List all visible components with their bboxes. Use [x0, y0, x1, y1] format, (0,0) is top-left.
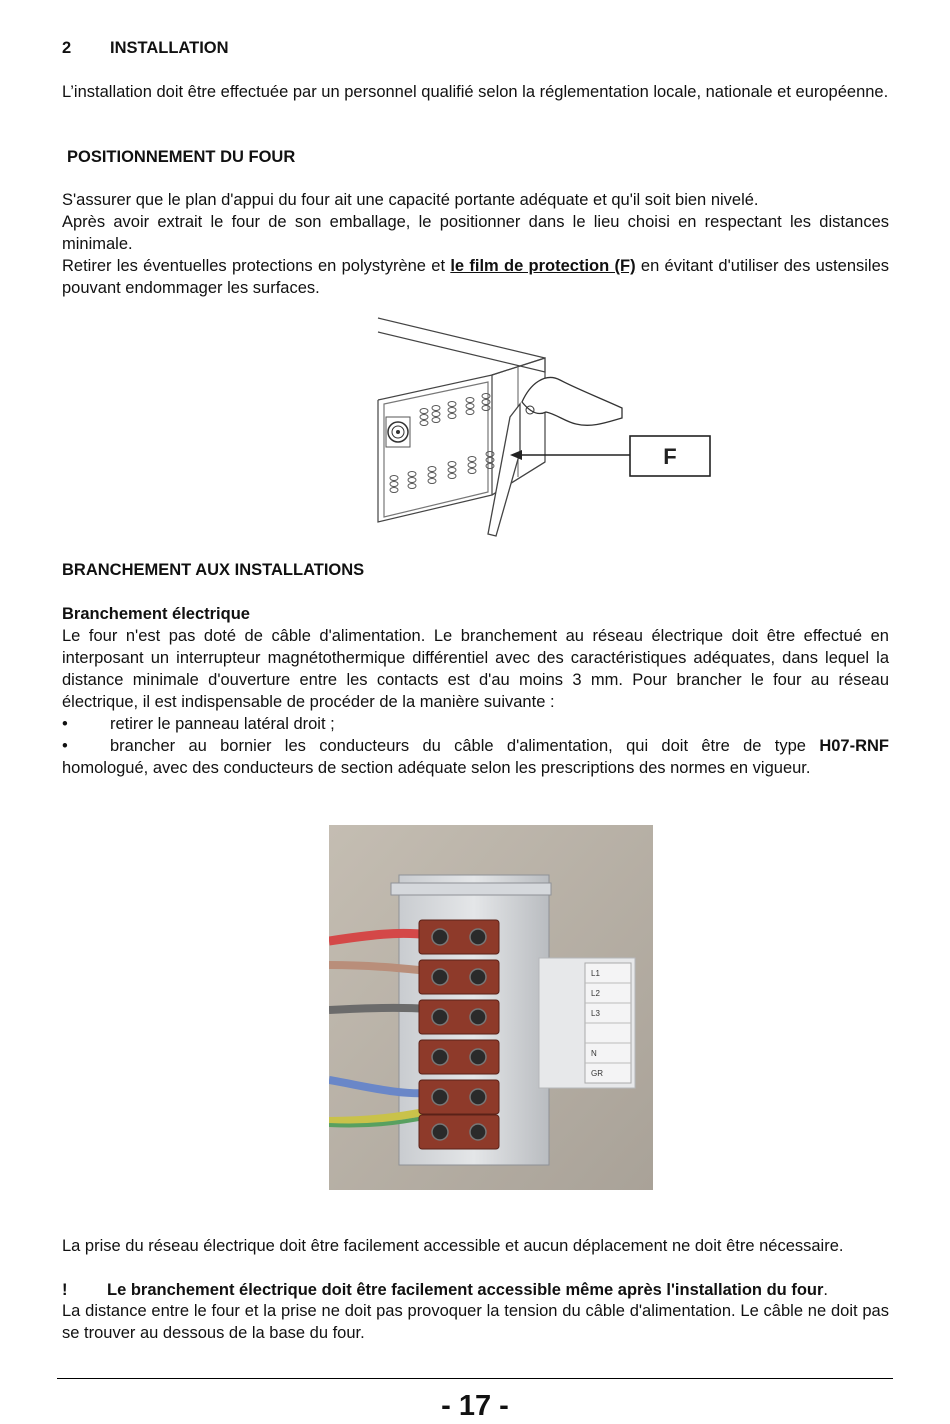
terminal-label-l2: L2	[591, 989, 600, 998]
positioning-text	[62, 189, 889, 299]
warning-end: .	[823, 1281, 828, 1299]
electrical-paragraph: Le four n'est pas doté de câble d'alimentation. Le branchement au réseau électrique doit être effectué en interposant un interrupteur magnétothermique différentiel avec des caractéristiques adéquates, dans lequel la distance minimale d'ouverture entre les contacts est d'au moins 3 mm. Pour brancher le four au réseau électrique, il est indispensable de procéder de la manière suivante :	[62, 627, 889, 711]
electrical-subheading: Branchement électrique	[62, 605, 250, 623]
cable-type: H07-RNF	[819, 737, 889, 755]
socket-note: La prise du réseau électrique doit être facilement accessible et aucun déplacement ne doit être nécessaire.	[62, 1237, 844, 1255]
positioning-p3	[62, 255, 889, 299]
protection-film-shape	[488, 404, 520, 536]
page-number: - 17 -	[441, 1390, 509, 1422]
terminal-label-l1: L1	[591, 969, 600, 978]
footer-divider	[57, 1378, 893, 1379]
p3-text-start: Retirer les éventuelles protections en polystyrène et	[62, 257, 451, 275]
oven-film-illustration	[370, 312, 720, 538]
terminal-label-n: N	[591, 1049, 597, 1058]
distance-note: La distance entre le four et la prise ne doit pas provoquer la tension du câble d'alimentation. Le câble ne doit pas se trouver au dessous de la base du four.	[62, 1302, 889, 1342]
terminal-label-l3: L3	[591, 1009, 600, 1018]
warning-icon: !	[62, 1281, 68, 1299]
bullet-icon: •	[62, 737, 68, 755]
intro-paragraph: L’installation doit être effectuée par un personnel qualifié selon la réglementation locale, nationale et européenne.	[62, 83, 889, 101]
bullet2-text: brancher au bornier les conducteurs du câble d'alimentation, qui doit être de type	[110, 737, 820, 755]
warning-bold: Le branchement électrique doit être facilement accessible même après l'installation du four	[107, 1281, 824, 1299]
callout-label: F	[663, 444, 677, 469]
section-heading	[62, 37, 229, 59]
section-number: 2	[62, 39, 72, 57]
hand-icon	[522, 377, 622, 425]
bullet-text-1: retirer le panneau latéral droit ;	[110, 715, 335, 733]
fan-grille-icon	[386, 417, 410, 447]
protection-film-reference: le film de protection (F)	[450, 257, 636, 275]
p3-text-end: en évitant d'utiliser des ustensiles pouvant endommager les surfaces.	[62, 257, 890, 297]
connection-heading: BRANCHEMENT AUX INSTALLATIONS	[62, 561, 365, 579]
positioning-p1: S'assurer que le plan d'appui du four ait une capacité portante adéquate et qu'il soit bien nivelé.	[62, 191, 759, 209]
section-title: INSTALLATION	[110, 39, 229, 57]
bullet-text-2	[110, 735, 889, 757]
terminal-label-gr: GR	[591, 1069, 603, 1078]
warning-note	[62, 1279, 889, 1301]
terminal-block-photo	[329, 825, 653, 1190]
warning-text	[107, 1279, 828, 1301]
bullet2-continuation: homologué, avec des conducteurs de section adéquate selon les prescriptions des normes en vigueur.	[62, 759, 811, 777]
positioning-heading: POSITIONNEMENT DU FOUR	[67, 148, 296, 166]
bullet-icon: •	[62, 715, 68, 733]
positioning-p2: Après avoir extrait le four de son emballage, le positionner dans le lieu choisi en respectant les distances minimale.	[62, 213, 889, 253]
